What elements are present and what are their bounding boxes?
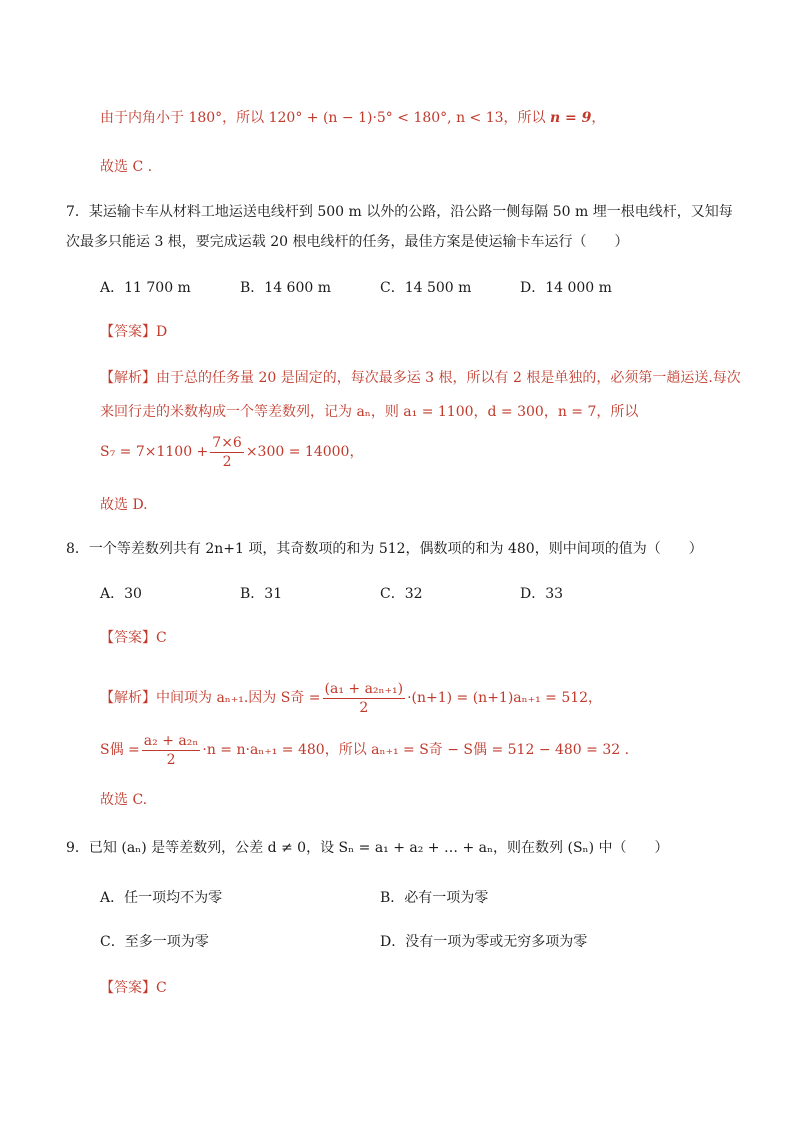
q6-conclusion: 故选 C . xyxy=(100,159,153,175)
q8-fraction2-denominator: 2 xyxy=(166,751,176,768)
q7-analysis-line1 xyxy=(100,368,741,388)
q6-reasoning-text: 由于内角小于 180°，所以 120° + (n − 1)·5° < 180°, n < 13，所以 xyxy=(100,110,546,126)
q8-option-b: B．31 xyxy=(240,586,283,602)
q8-analysis-line2 xyxy=(100,728,629,772)
q7-answer-value: D xyxy=(156,324,168,340)
q9-option-b: B．必有一项为零 xyxy=(380,890,489,906)
q7-formula-fraction xyxy=(210,434,244,471)
q8-option-d: D．33 xyxy=(520,586,564,602)
q9-stem: 9．已知 (aₙ) 是等差数列，公差 d ≠ 0，设 Sₙ = a₁ + a₂ + … + aₙ，则在数列 (Sₙ) 中（ ） xyxy=(66,840,669,856)
q7-formula-right: ×300 = 14000， xyxy=(245,444,364,460)
q8-analysis-fraction2 xyxy=(142,732,201,769)
q8-conclusion: 故选 C. xyxy=(100,792,148,808)
q9-option-a: A．任一项均不为零 xyxy=(100,890,223,906)
q7-option-a: A．11 700 m xyxy=(100,280,191,296)
q9-answer-label: 【答案】 xyxy=(100,980,156,996)
q9-answer xyxy=(100,978,167,998)
q8-answer-label: 【答案】 xyxy=(100,630,156,646)
q8-analysis-fraction1 xyxy=(323,680,406,717)
q7-analysis-line2: 来回行走的米数构成一个等差数列，记为 aₙ，则 a₁ = 1100，d = 300，n = 7，所以 xyxy=(100,404,639,420)
q7-fraction-numerator: 7×6 xyxy=(212,434,242,451)
q7-option-d: D．14 000 m xyxy=(520,280,612,296)
q8-analysis-label: 【解析】 xyxy=(100,690,156,706)
q8-answer xyxy=(100,628,167,648)
q8-stem: 8．一个等差数列共有 2n+1 项，其奇数项的和为 512，偶数项的和为 480，则中间项的值为（ ） xyxy=(66,541,703,557)
q7-analysis-label: 【解析】 xyxy=(100,370,156,386)
q6-reasoning-line xyxy=(100,108,605,128)
q8-fraction1-denominator: 2 xyxy=(359,699,369,716)
q7-formula-left: S₇ = 7×1100 + xyxy=(100,444,209,460)
q7-option-b: B．14 600 m xyxy=(240,280,331,296)
q7-stem-line1: 7．某运输卡车从材料工地运送电线杆到 500 m 以外的公路，沿公路一侧每隔 50 m 埋一根电线杆，又知每 xyxy=(66,204,733,220)
q7-stem-line2: 次最多只能运 3 根，要完成运载 20 根电线杆的任务，最佳方案是使运输卡车运行（ ） xyxy=(66,234,629,250)
q7-fraction-denominator: 2 xyxy=(222,453,232,470)
q7-answer-label: 【答案】 xyxy=(100,324,156,340)
q8-analysis-text1a: 中间项为 aₙ₊₁.因为 S奇 = xyxy=(156,690,321,706)
q9-option-c: C．至多一项为零 xyxy=(100,934,209,950)
q8-analysis-line1 xyxy=(100,676,602,720)
q7-formula xyxy=(100,432,363,472)
q8-answer-value: C xyxy=(156,630,167,646)
q8-option-c: C．32 xyxy=(380,586,423,602)
q6-tail: ， xyxy=(591,110,606,126)
q8-fraction2-numerator: a₂ + a₂ₙ xyxy=(143,732,199,749)
q7-analysis-text1: 由于总的任务量 20 是固定的，每次最多运 3 根，所以有 2 根是单独的，必须第一趟运送.每次 xyxy=(156,370,741,386)
q9-option-d: D．没有一项为零或无穷多项为零 xyxy=(380,934,588,950)
q8-option-a: A．30 xyxy=(100,586,142,602)
q8-analysis-text1b: ·(n+1) = (n+1)aₙ₊₁ = 512， xyxy=(407,690,603,706)
q7-answer xyxy=(100,322,167,342)
q7-conclusion: 故选 D. xyxy=(100,497,148,513)
q7-option-c: C．14 500 m xyxy=(380,280,472,296)
q6-result: n = 9 xyxy=(549,110,592,126)
q8-analysis-text2b: ·n = n·aₙ₊₁ = 480，所以 aₙ₊₁ = S奇 − S偶 = 512 − 480 = 32 . xyxy=(202,742,630,758)
q9-answer-value: C xyxy=(156,980,167,996)
q8-fraction1-numerator: (a₁ + a₂ₙ₊₁) xyxy=(324,680,404,697)
q8-analysis-text2a: S偶 = xyxy=(100,742,140,758)
